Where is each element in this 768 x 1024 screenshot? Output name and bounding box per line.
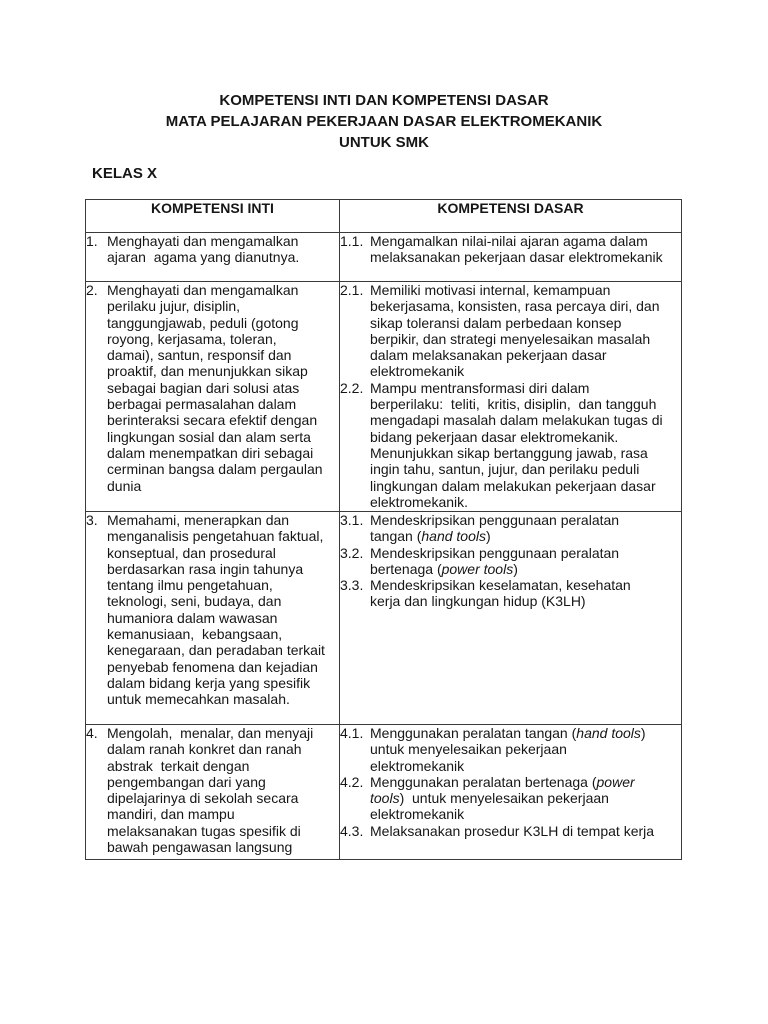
competency-item	[340, 725, 681, 774]
line-segment: )	[640, 725, 646, 741]
class-label: KELAS X	[92, 165, 158, 182]
item-line: melaksanakan pekerjaan dasar elektromekanik	[370, 249, 663, 266]
competency-item	[86, 725, 339, 855]
item-line: kerja dan lingkungan hidup (K3LH)	[370, 593, 586, 610]
item-line: elektromekanik	[370, 757, 465, 774]
subtitle-line: MATA PELAJARAN PEKERJAAN DASAR ELEKTROMEKANIK	[165, 113, 603, 130]
item-number: 2.	[86, 282, 98, 298]
table-row	[86, 233, 682, 282]
item-line: Mendeskripsikan penggunaan peralatan	[370, 512, 620, 528]
item-line: sikap toleransi dalam perbedaan konsep	[370, 314, 622, 331]
item-text	[340, 725, 681, 774]
item-number: 1.	[86, 233, 98, 249]
item-line: lingkungan sosial dan alam serta	[107, 428, 311, 445]
kompetensi-dasar-cell	[340, 512, 682, 725]
item-text	[340, 282, 681, 380]
kompetensi-inti-cell	[86, 233, 340, 282]
item-line: dalam menempatkan diri sebagai	[107, 444, 314, 461]
item-line: Melaksanakan prosedur K3LH di tempat kerja	[370, 822, 655, 839]
competency-item	[340, 282, 681, 380]
kompetensi-dasar-cell	[340, 725, 682, 860]
kompetensi-inti-cell	[86, 282, 340, 512]
line-segment: tangan (	[370, 528, 422, 545]
item-text	[340, 545, 681, 578]
item-text	[86, 233, 339, 266]
italic-term: hand tools	[421, 528, 486, 545]
item-number: 3.2.	[340, 544, 364, 561]
item-line: Mengamalkan nilai-nilai ajaran agama dalam	[370, 233, 648, 249]
item-line: konseptual, dan prosedural	[107, 544, 276, 561]
competency-item	[340, 380, 681, 510]
item-line: Memahami, menerapkan dan	[107, 512, 290, 528]
item-line: dalam ranah konkret dan ranah	[107, 741, 302, 758]
table-row	[86, 282, 682, 512]
item-line: proaktif, dan menunjukkan sikap	[107, 363, 308, 380]
item-number: 4.	[86, 725, 98, 741]
item-text	[86, 512, 339, 708]
table-header-row	[86, 200, 682, 233]
item-line: ajaran agama yang dianutnya.	[107, 249, 300, 266]
competency-item	[340, 545, 681, 578]
item-number: 4.1.	[340, 725, 364, 741]
item-number: 3.3.	[340, 577, 364, 594]
item-line: cerminan bangsa dalam pergaulan	[107, 461, 323, 478]
item-line: berperilaku: teliti, kritis, disiplin, dan tangguh	[370, 396, 657, 413]
item-line: dalam melaksanakan pekerjaan dasar	[370, 347, 607, 364]
item-line	[370, 790, 681, 806]
line-segment: )	[485, 528, 491, 545]
item-line: berinteraksi secara efektif dengan	[107, 412, 318, 429]
italic-term: power	[596, 773, 635, 790]
item-line: Mendeskripsikan penggunaan peralatan	[370, 544, 620, 561]
item-line: penyebab fenomena dan kejadian	[107, 658, 318, 675]
document-title	[0, 90, 768, 153]
item-number: 4.3.	[340, 822, 364, 839]
kompetensi-inti-cell	[86, 512, 340, 725]
item-line: pengembangan dari yang	[107, 773, 266, 790]
item-line: mengadapi masalah dalam melakukan tugas di	[370, 412, 663, 429]
kompetensi-inti-cell	[86, 725, 340, 860]
item-line: Menghayati dan mengamalkan	[107, 233, 299, 249]
item-line: untuk menyelesaikan pekerjaan	[370, 741, 567, 758]
item-line: dipelajarinya di sekolah secara	[107, 790, 299, 807]
competency-table	[85, 199, 682, 860]
item-number: 2.1.	[340, 282, 364, 298]
header-kompetensi-inti: KOMPETENSI INTI	[86, 200, 340, 233]
competency-item	[340, 774, 681, 823]
item-line: mandiri, dan mampu	[107, 806, 235, 823]
item-number: 4.2.	[340, 773, 364, 790]
item-line: Menunjukkan sikap bertanggung jawab, rasa	[370, 444, 648, 461]
line-segment: )	[513, 560, 518, 577]
line-segment: bertenaga (	[370, 560, 442, 577]
item-line: bekerjasama, konsisten, rasa percaya diri, dan	[370, 298, 660, 315]
competency-item	[340, 577, 681, 610]
item-line	[370, 774, 681, 790]
item-line: lingkungan dalam melakukan pekerjaan dasar	[370, 477, 656, 494]
item-text	[86, 282, 339, 494]
item-line: elektromekanik.	[370, 493, 469, 510]
table-row	[86, 512, 682, 725]
item-text	[340, 380, 681, 510]
item-line: untuk memecahkan masalah.	[107, 691, 290, 708]
item-text	[340, 823, 681, 839]
kompetensi-dasar-cell	[340, 233, 682, 282]
item-text	[340, 577, 681, 610]
item-line	[370, 725, 681, 741]
item-line: Memiliki motivasi internal, kemampuan	[370, 282, 611, 298]
italic-term: hand tools	[576, 725, 641, 741]
item-line: royong, kerjasama, toleran,	[107, 330, 277, 347]
competency-item	[340, 823, 681, 839]
item-line: humaniora dalam wawasan	[107, 609, 278, 626]
item-number: 3.1.	[340, 512, 364, 528]
item-line: berdasarkan rasa ingin tahunya	[107, 560, 304, 577]
item-line: ingin tahu, santun, jujur, dan perilaku peduli	[370, 461, 640, 478]
item-number: 3.	[86, 512, 98, 528]
header-kompetensi-dasar: KOMPETENSI DASAR	[340, 200, 682, 233]
line-segment: ) untuk menyelesaikan pekerjaan	[399, 790, 609, 807]
item-line: Mampu mentransformasi diri dalam	[370, 379, 590, 396]
item-text	[340, 512, 681, 545]
item-line: damai), santun, responsif dan	[107, 347, 292, 364]
italic-term: tools	[370, 790, 400, 807]
item-line: Mengolah, menalar, dan menyaji	[107, 725, 314, 741]
item-text	[340, 774, 681, 823]
item-line: menganalisis pengetahuan faktual,	[107, 528, 324, 545]
item-line: Mendeskripsikan keselamatan, kesehatan	[370, 577, 631, 594]
item-line: abstrak terkait dengan	[107, 757, 250, 774]
item-line: kenegaraan, dan peradaban terkait	[107, 642, 325, 659]
item-line: elektromekanik	[370, 363, 465, 380]
item-line: dalam bidang kerja yang spesifik	[107, 674, 311, 691]
competency-item	[340, 233, 681, 266]
item-number: 1.1.	[340, 233, 364, 249]
item-line: tentang ilmu pengetahuan,	[107, 577, 273, 594]
item-line	[370, 561, 681, 577]
competency-item	[86, 282, 339, 494]
item-line: berpikir, dan strategi menyelesaikan masalah	[370, 330, 651, 347]
item-line: dunia	[107, 477, 142, 494]
item-text	[86, 725, 339, 855]
kompetensi-dasar-cell	[340, 282, 682, 512]
item-line: bawah pengawasan langsung	[107, 839, 293, 856]
title-line: KOMPETENSI INTI DAN KOMPETENSI DASAR	[219, 92, 549, 109]
competency-item	[86, 512, 339, 708]
item-line: bidang pekerjaan dasar elektromekanik.	[370, 428, 619, 445]
item-line: perilaku jujur, disiplin,	[107, 298, 241, 315]
item-line: Menghayati dan mengamalkan	[107, 282, 299, 298]
table-header	[86, 200, 682, 233]
item-line: kemanusiaan, kebangsaan,	[107, 626, 283, 643]
line-segment: Menggunakan peralatan bertenaga (	[370, 773, 597, 790]
item-line: tanggungjawab, peduli (gotong	[107, 314, 299, 331]
line-segment: Menggunakan peralatan tangan (	[370, 725, 577, 741]
school-level-line: UNTUK SMK	[339, 134, 429, 151]
item-line: elektromekanik	[370, 806, 465, 823]
item-line: teknologi, seni, budaya, dan	[107, 593, 282, 610]
item-line: sebagai bagian dari solusi atas	[107, 379, 300, 396]
item-line	[370, 528, 681, 544]
table-row	[86, 725, 682, 860]
item-number: 2.2.	[340, 379, 364, 396]
competency-item	[340, 512, 681, 545]
table-body	[86, 233, 682, 860]
italic-term: power tools	[441, 560, 514, 577]
item-line: melaksanakan tugas spesifik di	[107, 822, 301, 839]
competency-item	[86, 233, 339, 266]
item-text	[340, 233, 681, 266]
item-line: berbagai permasalahan dalam	[107, 396, 297, 413]
